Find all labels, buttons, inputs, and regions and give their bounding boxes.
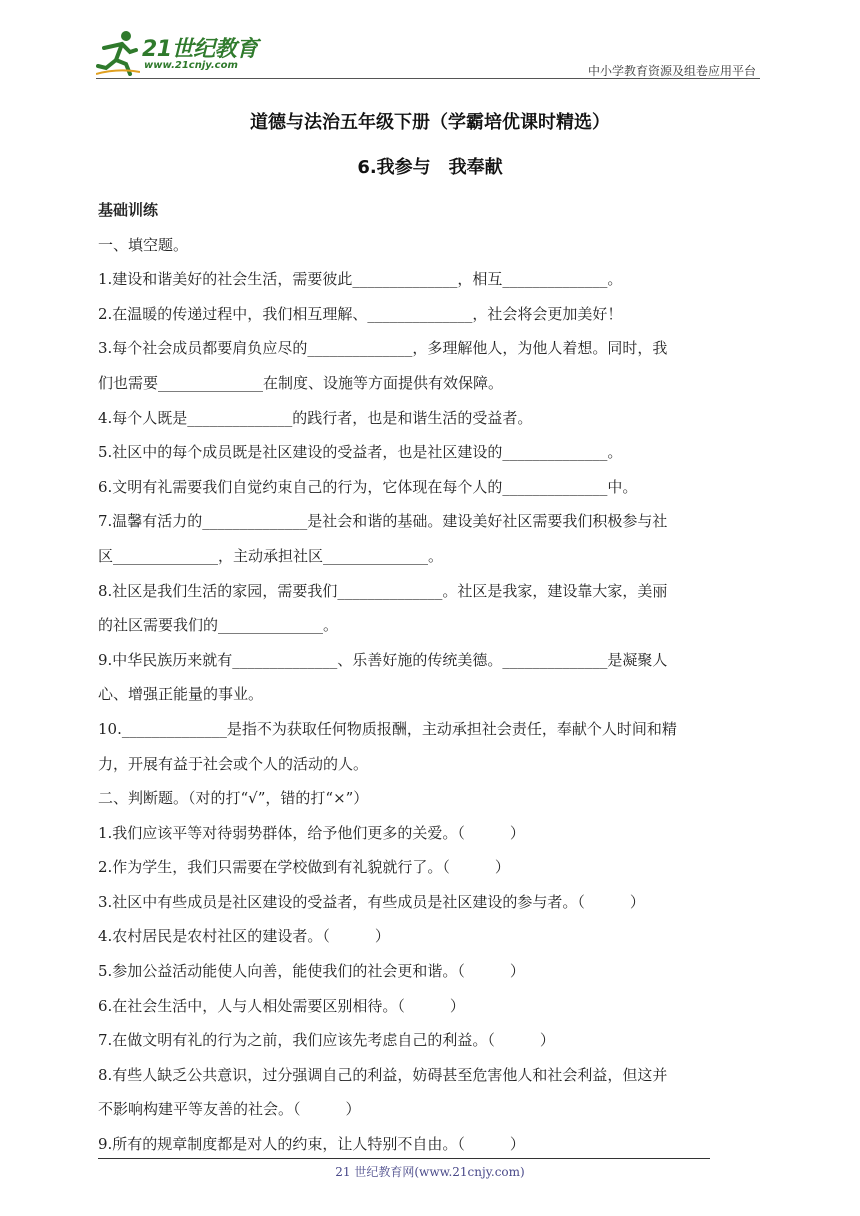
question-line: 2.在温暖的传递过程中，我们相互理解、______________，社会将会更加美好！ (98, 304, 623, 323)
question-line: 力，开展有益于社会或个人的活动的人。 (98, 754, 369, 773)
page-title: 道德与法治五年级下册（学霸培优课时精选） (250, 112, 610, 133)
question-line: 区______________，主动承担社区______________。 (98, 546, 444, 565)
runner-logo-icon (96, 30, 140, 76)
question-line: 不影响构建平等友善的社会。（ ） (98, 1100, 361, 1119)
lesson-title: 6.我参与 我奉献 (357, 157, 503, 178)
question-line: 的社区需要我们的______________。 (98, 616, 339, 635)
worksheet-body (98, 193, 762, 1162)
section-label: 基础训练 (98, 201, 159, 219)
header-divider (96, 78, 760, 79)
logo (96, 28, 266, 78)
question-line: 3.每个社会成员都要肩负应尽的______________，多理解他人，为他人着想。同时，我 (98, 339, 668, 358)
question-line: 心、增强正能量的事业。 (98, 685, 264, 704)
footer-link: 21 世纪教育网(www.21cnjy.com) (335, 1165, 525, 1179)
question-line: 3.社区中有些成员是社区建设的受益者，有些成员是社区建设的参与者。（ ） (98, 892, 645, 911)
question-line: 8.有些人缺乏公共意识，过分强调自己的利益，妨碍甚至危害他人和社会利益，但这并 (98, 1065, 668, 1084)
page-header (96, 28, 760, 80)
question-line: 2.作为学生，我们只需要在学校做到有礼貌就行了。（ ） (98, 858, 510, 877)
question-line: 5.社区中的每个成员既是社区建设的受益者，也是社区建设的______________。 (98, 443, 623, 462)
question-line: 7.温馨有活力的______________是社会和谐的基础。建设美好社区需要我们积极参与社 (98, 512, 668, 531)
footer-divider (98, 1158, 710, 1159)
question-line: 1.建设和谐美好的社会生活，需要彼此______________，相互______________。 (98, 270, 623, 289)
question-line: 1.我们应该平等对待弱势群体，给予他们更多的关爱。（ ） (98, 823, 525, 842)
question-line: 4.每个人既是______________的践行者，也是和谐生活的受益者。 (98, 408, 533, 427)
question-line: 6.文明有礼需要我们自觉约束自己的行为，它体现在每个人的______________中。 (98, 477, 638, 496)
question-line: 6.在社会生活中，人与人相处需要区别相待。（ ） (98, 996, 465, 1015)
section-heading-fill: 一、填空题。 (98, 235, 189, 254)
question-line: 5.参加公益活动能使人向善，能使我们的社会更和谐。（ ） (98, 962, 525, 981)
question-line: 4.农村居民是农村社区的建设者。（ ） (98, 927, 390, 946)
question-line: 8.社区是我们生活的家园，需要我们______________。社区是我家，建设靠大家，美丽 (98, 581, 668, 600)
logo-text: 21世纪教育 (142, 37, 258, 62)
logo-url: www.21cnjy.com (144, 60, 238, 71)
question-line: 9.中华民族历来就有______________、乐善好施的传统美德。______________是凝聚人 (98, 650, 668, 669)
platform-name: 中小学教育资源及组卷应用平台 (587, 64, 756, 78)
question-line: 9.所有的规章制度都是对人的约束，让人特别不自由。（ ） (98, 1135, 525, 1154)
question-line: 10.______________是指不为获取任何物质报酬，主动承担社会责任，奉献个人时间和精 (98, 719, 677, 738)
section-heading-judge: 二、判断题。（对的打“√”，错的打“×”） (98, 789, 369, 808)
question-line: 7.在做文明有礼的行为之前，我们应该先考虑自己的利益。（ ） (98, 1031, 555, 1050)
question-line: 们也需要______________在制度、设施等方面提供有效保障。 (98, 373, 504, 392)
